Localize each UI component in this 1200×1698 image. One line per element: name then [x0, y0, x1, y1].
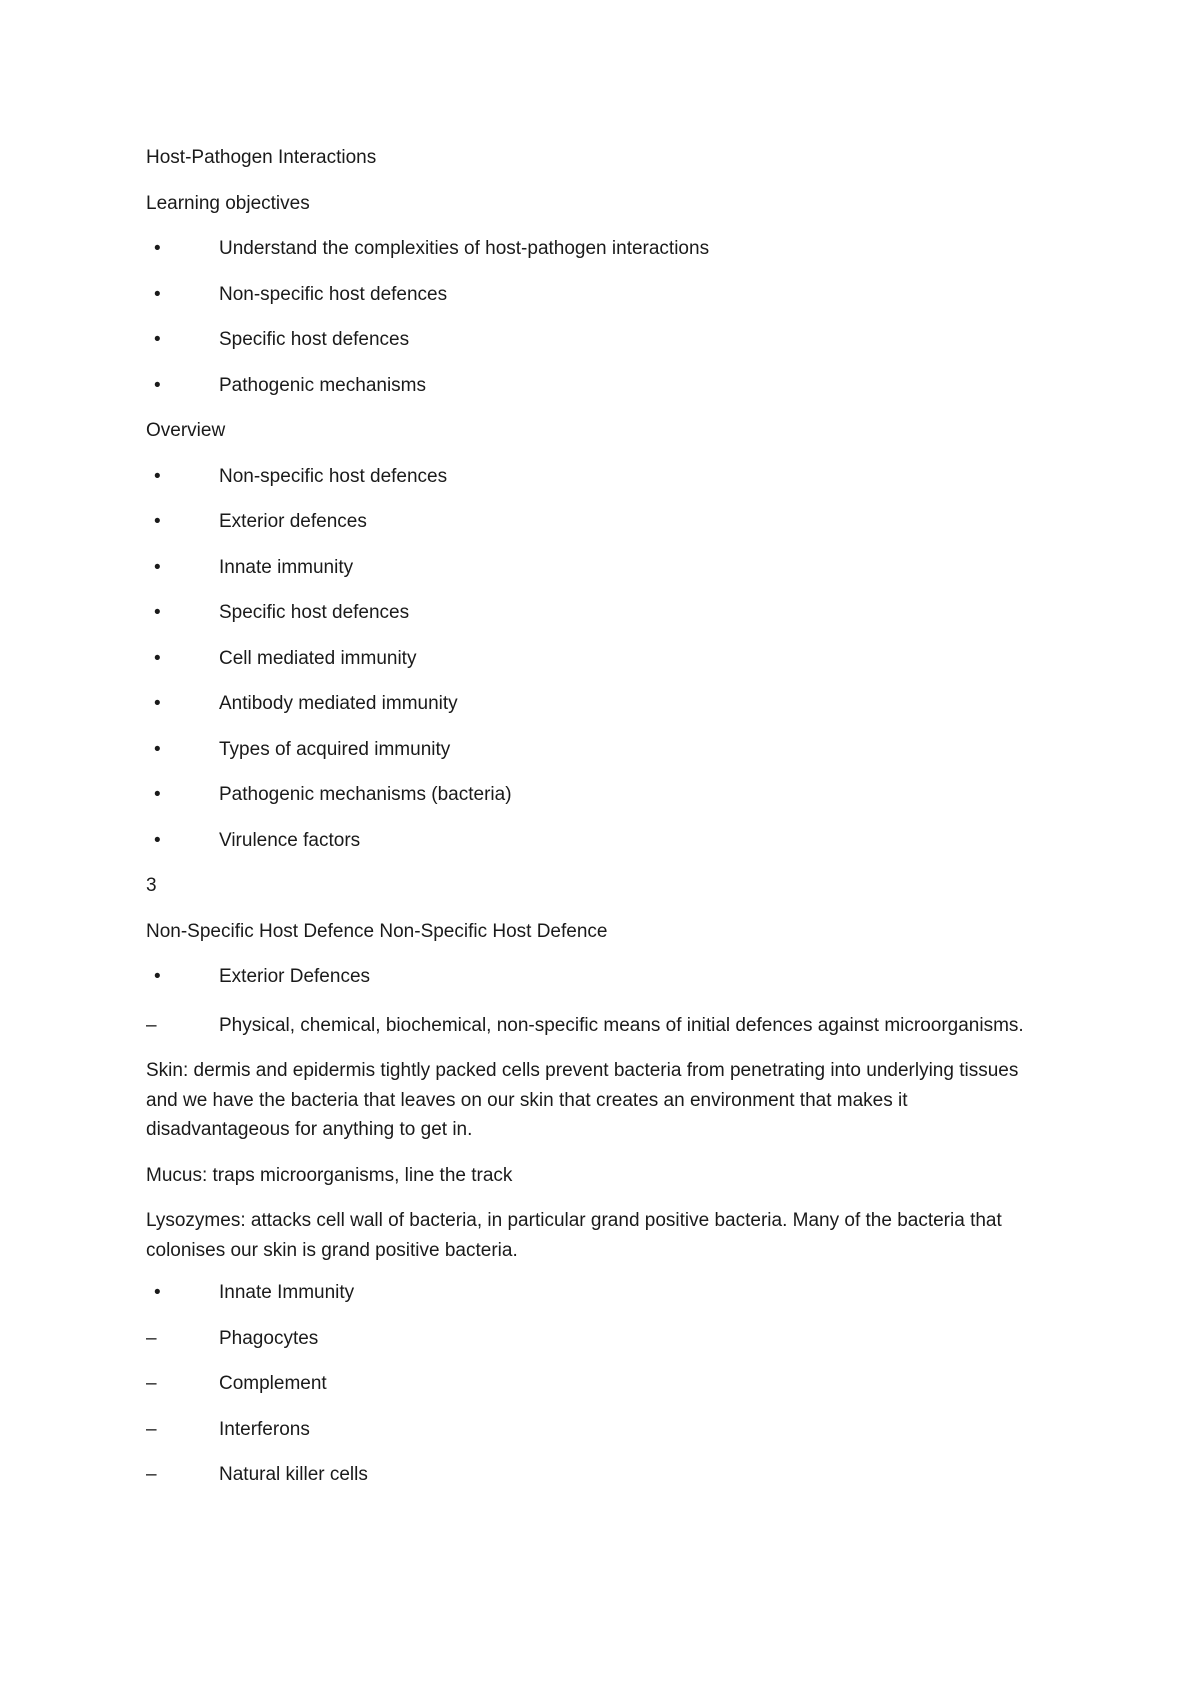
- section-heading: Non-Specific Host Defence Non-Specific Host Defence: [146, 920, 608, 942]
- list-item-text: Innate Immunity: [219, 1282, 355, 1303]
- overview-list: [146, 465, 1046, 875]
- document-content: [146, 146, 1046, 1509]
- list-item-text: Specific host defences: [219, 329, 410, 350]
- list-item-text: Non-specific host defences: [219, 283, 448, 305]
- learning-objectives-list: [146, 237, 1046, 419]
- list-item: [146, 965, 1046, 1011]
- list-item: [146, 692, 1046, 738]
- bullet-marker: •: [154, 647, 161, 669]
- list-item-text: Virulence factors: [219, 829, 361, 851]
- list-item-text: Antibody mediated immunity: [219, 693, 458, 714]
- list-item: [146, 237, 1046, 283]
- sub-item-text: Natural killer cells: [219, 1464, 368, 1485]
- sub-list-item: [146, 1327, 1046, 1373]
- bullet-marker: •: [154, 1282, 161, 1303]
- list-item-text: Types of acquired immunity: [219, 738, 451, 760]
- list-item: [146, 647, 1046, 693]
- list-item: [146, 738, 1046, 784]
- bullet-marker: •: [154, 465, 161, 487]
- list-item-text: Specific host defences: [219, 602, 410, 623]
- list-item: [146, 783, 1046, 829]
- list-item-text: Innate immunity: [219, 556, 354, 578]
- bullet-marker: •: [154, 693, 161, 714]
- list-item-text: Pathogenic mechanisms (bacteria): [219, 784, 512, 805]
- mucus-paragraph: Mucus: traps microorganisms, line the track: [146, 1164, 513, 1186]
- bullet-marker: •: [154, 966, 161, 987]
- list-item: [146, 601, 1046, 647]
- bullet-marker: •: [154, 738, 161, 760]
- sub-item-text: Phagocytes: [219, 1327, 319, 1349]
- bullet-marker: •: [154, 238, 161, 259]
- lysozymes-paragraph: Lysozymes: attacks cell wall of bacteria, in particular grand positive bacteria. Many of the bacteria that colonises our skin is grand positive bacteria.: [146, 1210, 1002, 1261]
- dash-marker: –: [146, 1014, 157, 1036]
- sub-item-text: Physical, chemical, biochemical, non-specific means of initial defences against microorganisms.: [219, 1014, 1024, 1036]
- list-item: [146, 328, 1046, 374]
- sub-list-item: [146, 1463, 1046, 1509]
- list-item: [146, 829, 1046, 875]
- list-item-text: Non-specific host defences: [219, 465, 448, 487]
- bullet-marker: •: [154, 602, 161, 623]
- dash-marker: –: [146, 1327, 157, 1349]
- list-item: [146, 465, 1046, 511]
- list-item-text: Pathogenic mechanisms: [219, 374, 426, 396]
- sub-list-item: [146, 1372, 1046, 1418]
- list-item: [146, 283, 1046, 329]
- document-title: Host-Pathogen Interactions: [146, 147, 377, 168]
- bullet-marker: •: [154, 283, 161, 305]
- learning-objectives-heading: Learning objectives: [146, 192, 310, 214]
- innate-sub-list: [146, 1327, 1046, 1509]
- dash-marker: –: [146, 1418, 157, 1440]
- sub-item-text: Interferons: [219, 1418, 310, 1440]
- bullet-marker: •: [154, 829, 161, 851]
- dash-marker: –: [146, 1373, 157, 1394]
- list-item-text: Understand the complexities of host-pathogen interactions: [219, 238, 710, 259]
- dash-marker: –: [146, 1464, 157, 1485]
- bullet-marker: •: [154, 511, 161, 532]
- skin-paragraph: Skin: dermis and epidermis tightly packed cells prevent bacteria from penetrating into underlying tissues and we have the bacteria that leaves on our skin that creates an environment that makes it disadvantageous for anything to get in.: [146, 1060, 1019, 1140]
- bullet-marker: •: [154, 784, 161, 805]
- list-item: [146, 1281, 1046, 1327]
- bullet-marker: •: [154, 556, 161, 578]
- list-item-text: Exterior defences: [219, 511, 367, 532]
- overview-heading: Overview: [146, 420, 226, 441]
- bullet-marker: •: [154, 374, 161, 396]
- sub-list-item: [146, 1418, 1046, 1464]
- list-item: [146, 510, 1046, 556]
- list-item: [146, 556, 1046, 602]
- list-item: [146, 374, 1046, 420]
- list-item-text: Exterior Defences: [219, 966, 371, 987]
- exterior-sub-item: [146, 1011, 1046, 1041]
- sub-item-text: Complement: [219, 1373, 327, 1394]
- list-item-text: Cell mediated immunity: [219, 647, 417, 669]
- page-number: 3: [146, 875, 157, 896]
- bullet-marker: •: [154, 329, 161, 350]
